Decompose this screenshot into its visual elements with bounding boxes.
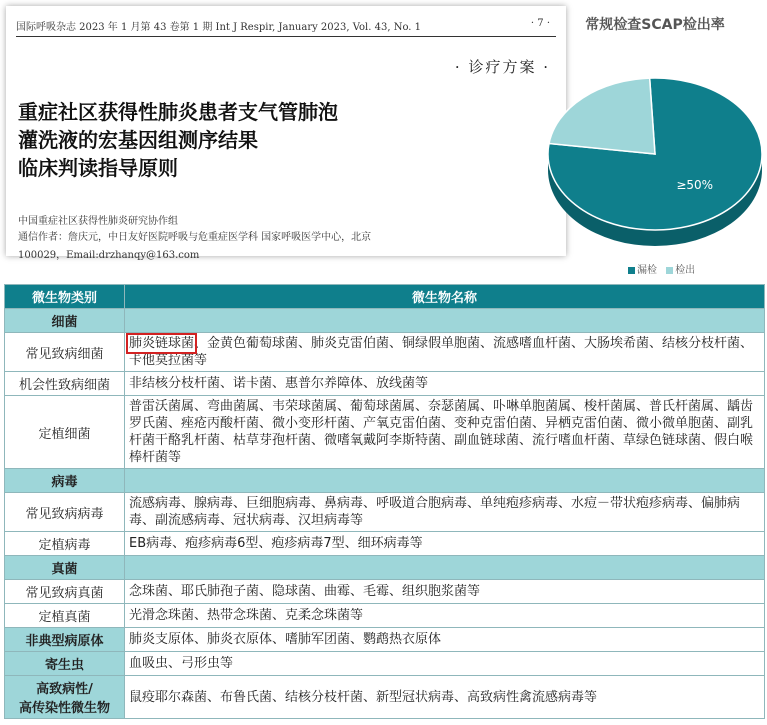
category-cell: 高致病性/ 高传染性微生物 [5, 676, 125, 719]
article-title [18, 98, 338, 182]
names-cell: 鼠疫耶尔森菌、布鲁氏菌、结核分枝杆菌、新型冠状病毒、高致病性禽流感病毒等 [125, 676, 765, 719]
names-cell [125, 469, 765, 493]
table-row [5, 580, 765, 604]
table-row [5, 556, 765, 580]
names-cell: 非结核分枝杆菌、诺卡菌、惠普尔养障体、放线菌等 [125, 372, 765, 396]
author-email: 100029，Email:drzhanqy@163.com [18, 250, 200, 261]
legend-label: 漏检 [637, 265, 657, 276]
names-cell [125, 556, 765, 580]
journal-header-card [6, 6, 566, 261]
category-cell: 定植病毒 [5, 532, 125, 556]
table-row [5, 396, 765, 469]
journal-running-header [16, 14, 556, 37]
category-cell: 寄生虫 [5, 652, 125, 676]
pie-legend [628, 261, 701, 276]
names-cell: 普雷沃菌属、弯曲菌属、韦荣球菌属、葡萄球菌属、奈瑟菌属、卟啉单胞菌属、梭杆菌属、普氏杆菌属、龋齿罗氏菌、痤疮丙酸杆菌、微小变形杆菌、产氧克雷伯菌、变种克雷伯菌、异栖克雷伯菌、微小微单胞菌、副乳杆菌干酪乳杆菌、枯草芽孢杆菌、微嗜氧戴阿李斯特菌、副血链球菌、流行嗜血杆菌、草绿色链球菌、假白喉棒杆菌等 [125, 396, 765, 469]
table-body [5, 309, 765, 719]
organism-list: 、金黄色葡萄球菌、肺炎克雷伯菌、铜绿假单胞菌、流感嗜血杆菌、大肠埃希菌、结核分枝杆菌、卡他莫拉菌等 [129, 336, 754, 368]
highlighted-organism: 肺炎链球菌 [129, 336, 195, 351]
article-title-line: 重症社区获得性肺炎患者支气管肺泡 [18, 100, 338, 124]
legend-item-detected [666, 265, 695, 276]
table-row [5, 333, 765, 372]
category-cell: 真菌 [5, 556, 125, 580]
pie-chart-canvas [545, 6, 765, 256]
names-cell: 念珠菌、耶氏肺孢子菌、隐球菌、曲霉、毛霉、组织胞浆菌等 [125, 580, 765, 604]
names-cell: EB病毒、疱疹病毒6型、疱疹病毒7型、细环病毒等 [125, 532, 765, 556]
table-row [5, 676, 765, 719]
pie-data-label: ≥50% [676, 177, 714, 192]
page-number: · 7 · [530, 18, 550, 29]
pie-chart-title: 常规检查SCAP检出率 [585, 17, 725, 33]
corresponding-author: 通信作者：詹庆元，中日友好医院呼吸与危重症医学科 国家呼吸医学中心，北京 [18, 232, 372, 243]
journal-citation: 国际呼吸杂志 2023 年 1 月第 43 卷第 1 期 Int J Respir, January 2023, Vol. 43, No. 1 [16, 22, 422, 33]
legend-swatch [666, 267, 673, 274]
article-title-line: 灌洗液的宏基因组测序结果 [18, 128, 258, 152]
table-row [5, 469, 765, 493]
article-title-line: 临床判读指导原则 [18, 156, 178, 180]
names-cell: 肺炎支原体、肺炎衣原体、嗜肺军团菌、鹦鹉热衣原体 [125, 628, 765, 652]
microorganism-table [4, 284, 765, 719]
pie-chart [545, 6, 765, 276]
names-cell: 血吸虫、弓形虫等 [125, 652, 765, 676]
table-row [5, 532, 765, 556]
category-cell: 定植细菌 [5, 396, 125, 469]
names-cell: 流感病毒、腺病毒、巨细胞病毒、鼻病毒、呼吸道合胞病毒、单纯疱疹病毒、水痘－带状疱疹病毒、偏肺病毒、副流感病毒、冠状病毒、汉坦病毒等 [125, 493, 765, 532]
category-cell: 常见致病病毒 [5, 493, 125, 532]
header-category: 微生物类别 [5, 285, 125, 309]
category-cell: 细菌 [5, 309, 125, 333]
section-label: · 诊疗方案 · [454, 58, 550, 76]
table-header-row [5, 285, 765, 309]
category-cell: 常见致病真菌 [5, 580, 125, 604]
legend-label: 检出 [675, 265, 696, 276]
legend-swatch [628, 267, 635, 274]
category-cell: 常见致病细菌 [5, 333, 125, 372]
category-cell: 机会性致病细菌 [5, 372, 125, 396]
category-cell: 定植真菌 [5, 604, 125, 628]
table-row [5, 372, 765, 396]
category-cell: 非典型病原体 [5, 628, 125, 652]
table-row [5, 309, 765, 333]
pie-slice-检出 [549, 78, 655, 154]
category-cell: 病毒 [5, 469, 125, 493]
header-names: 微生物名称 [125, 285, 765, 309]
names-cell [125, 309, 765, 333]
author-group: 中国重症社区获得性肺炎研究协作组 [18, 216, 178, 227]
table-row [5, 493, 765, 532]
names-cell [125, 333, 765, 372]
legend-item-missed [628, 265, 657, 276]
names-cell: 光滑念珠菌、热带念珠菌、克柔念珠菌等 [125, 604, 765, 628]
table-row [5, 628, 765, 652]
table-row [5, 604, 765, 628]
table-row [5, 652, 765, 676]
